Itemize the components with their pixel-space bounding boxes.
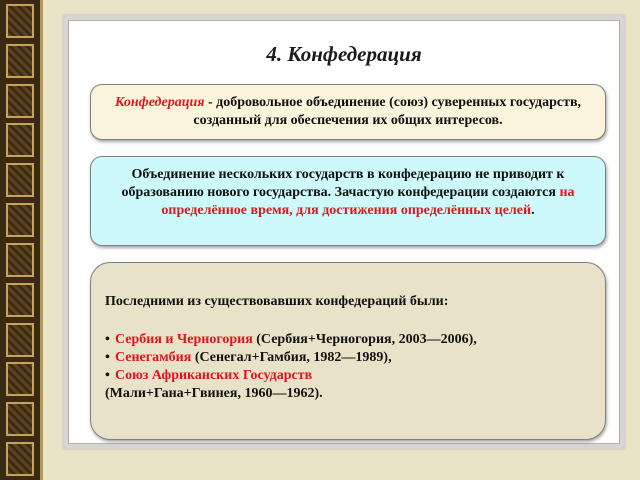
example-name: Сенегамбия (115, 350, 192, 365)
border-tile (6, 203, 34, 237)
example-detail: (Сенегал+Гамбия, 1982—1989), (191, 350, 392, 365)
border-tile (6, 84, 34, 118)
border-tile (6, 243, 34, 277)
border-tile (6, 323, 34, 357)
border-tile (6, 283, 34, 317)
bullet-icon: • (105, 350, 110, 365)
note-box (90, 156, 606, 246)
example-name: Сербия и Черногория (115, 332, 253, 347)
decorative-border (0, 0, 40, 480)
definition-term: Конфедерация (114, 95, 205, 110)
slide-title: 4. Конфедерация (266, 42, 422, 66)
border-tile (6, 402, 34, 436)
note-end: . (531, 203, 535, 218)
definition-box (90, 84, 606, 140)
list-item (105, 367, 591, 385)
examples-intro: Последними из существовавших конфедераций были: (105, 294, 449, 309)
bullet-icon: • (105, 332, 110, 347)
border-divider (40, 0, 43, 480)
list-item (105, 331, 591, 349)
border-tile (6, 362, 34, 396)
example-detail: (Сербия+Черногория, 2003—2006), (252, 332, 477, 347)
examples-box (90, 262, 606, 440)
border-tile (6, 163, 34, 197)
list-item (105, 349, 591, 367)
note-highlight: на определённое время, для достижения определённых целей (161, 185, 575, 218)
note-text: Объединение нескольких государств в конфедерацию не приводит к образованию нового государства. Зачастую конфедерации создаются (121, 167, 565, 200)
bullet-icon: • (105, 368, 110, 383)
border-tile (6, 4, 34, 38)
example-name: Союз Африканских Государств (115, 368, 313, 383)
border-tile (6, 442, 34, 476)
slide-panel (62, 14, 626, 450)
example-trailing: (Мали+Гана+Гвинея, 1960—1962). (105, 386, 323, 401)
border-tile (6, 44, 34, 78)
border-tile (6, 123, 34, 157)
definition-text: - добровольное объединение (союз) суверенных государств, созданный для обеспечения их общих интересов. (193, 95, 582, 128)
